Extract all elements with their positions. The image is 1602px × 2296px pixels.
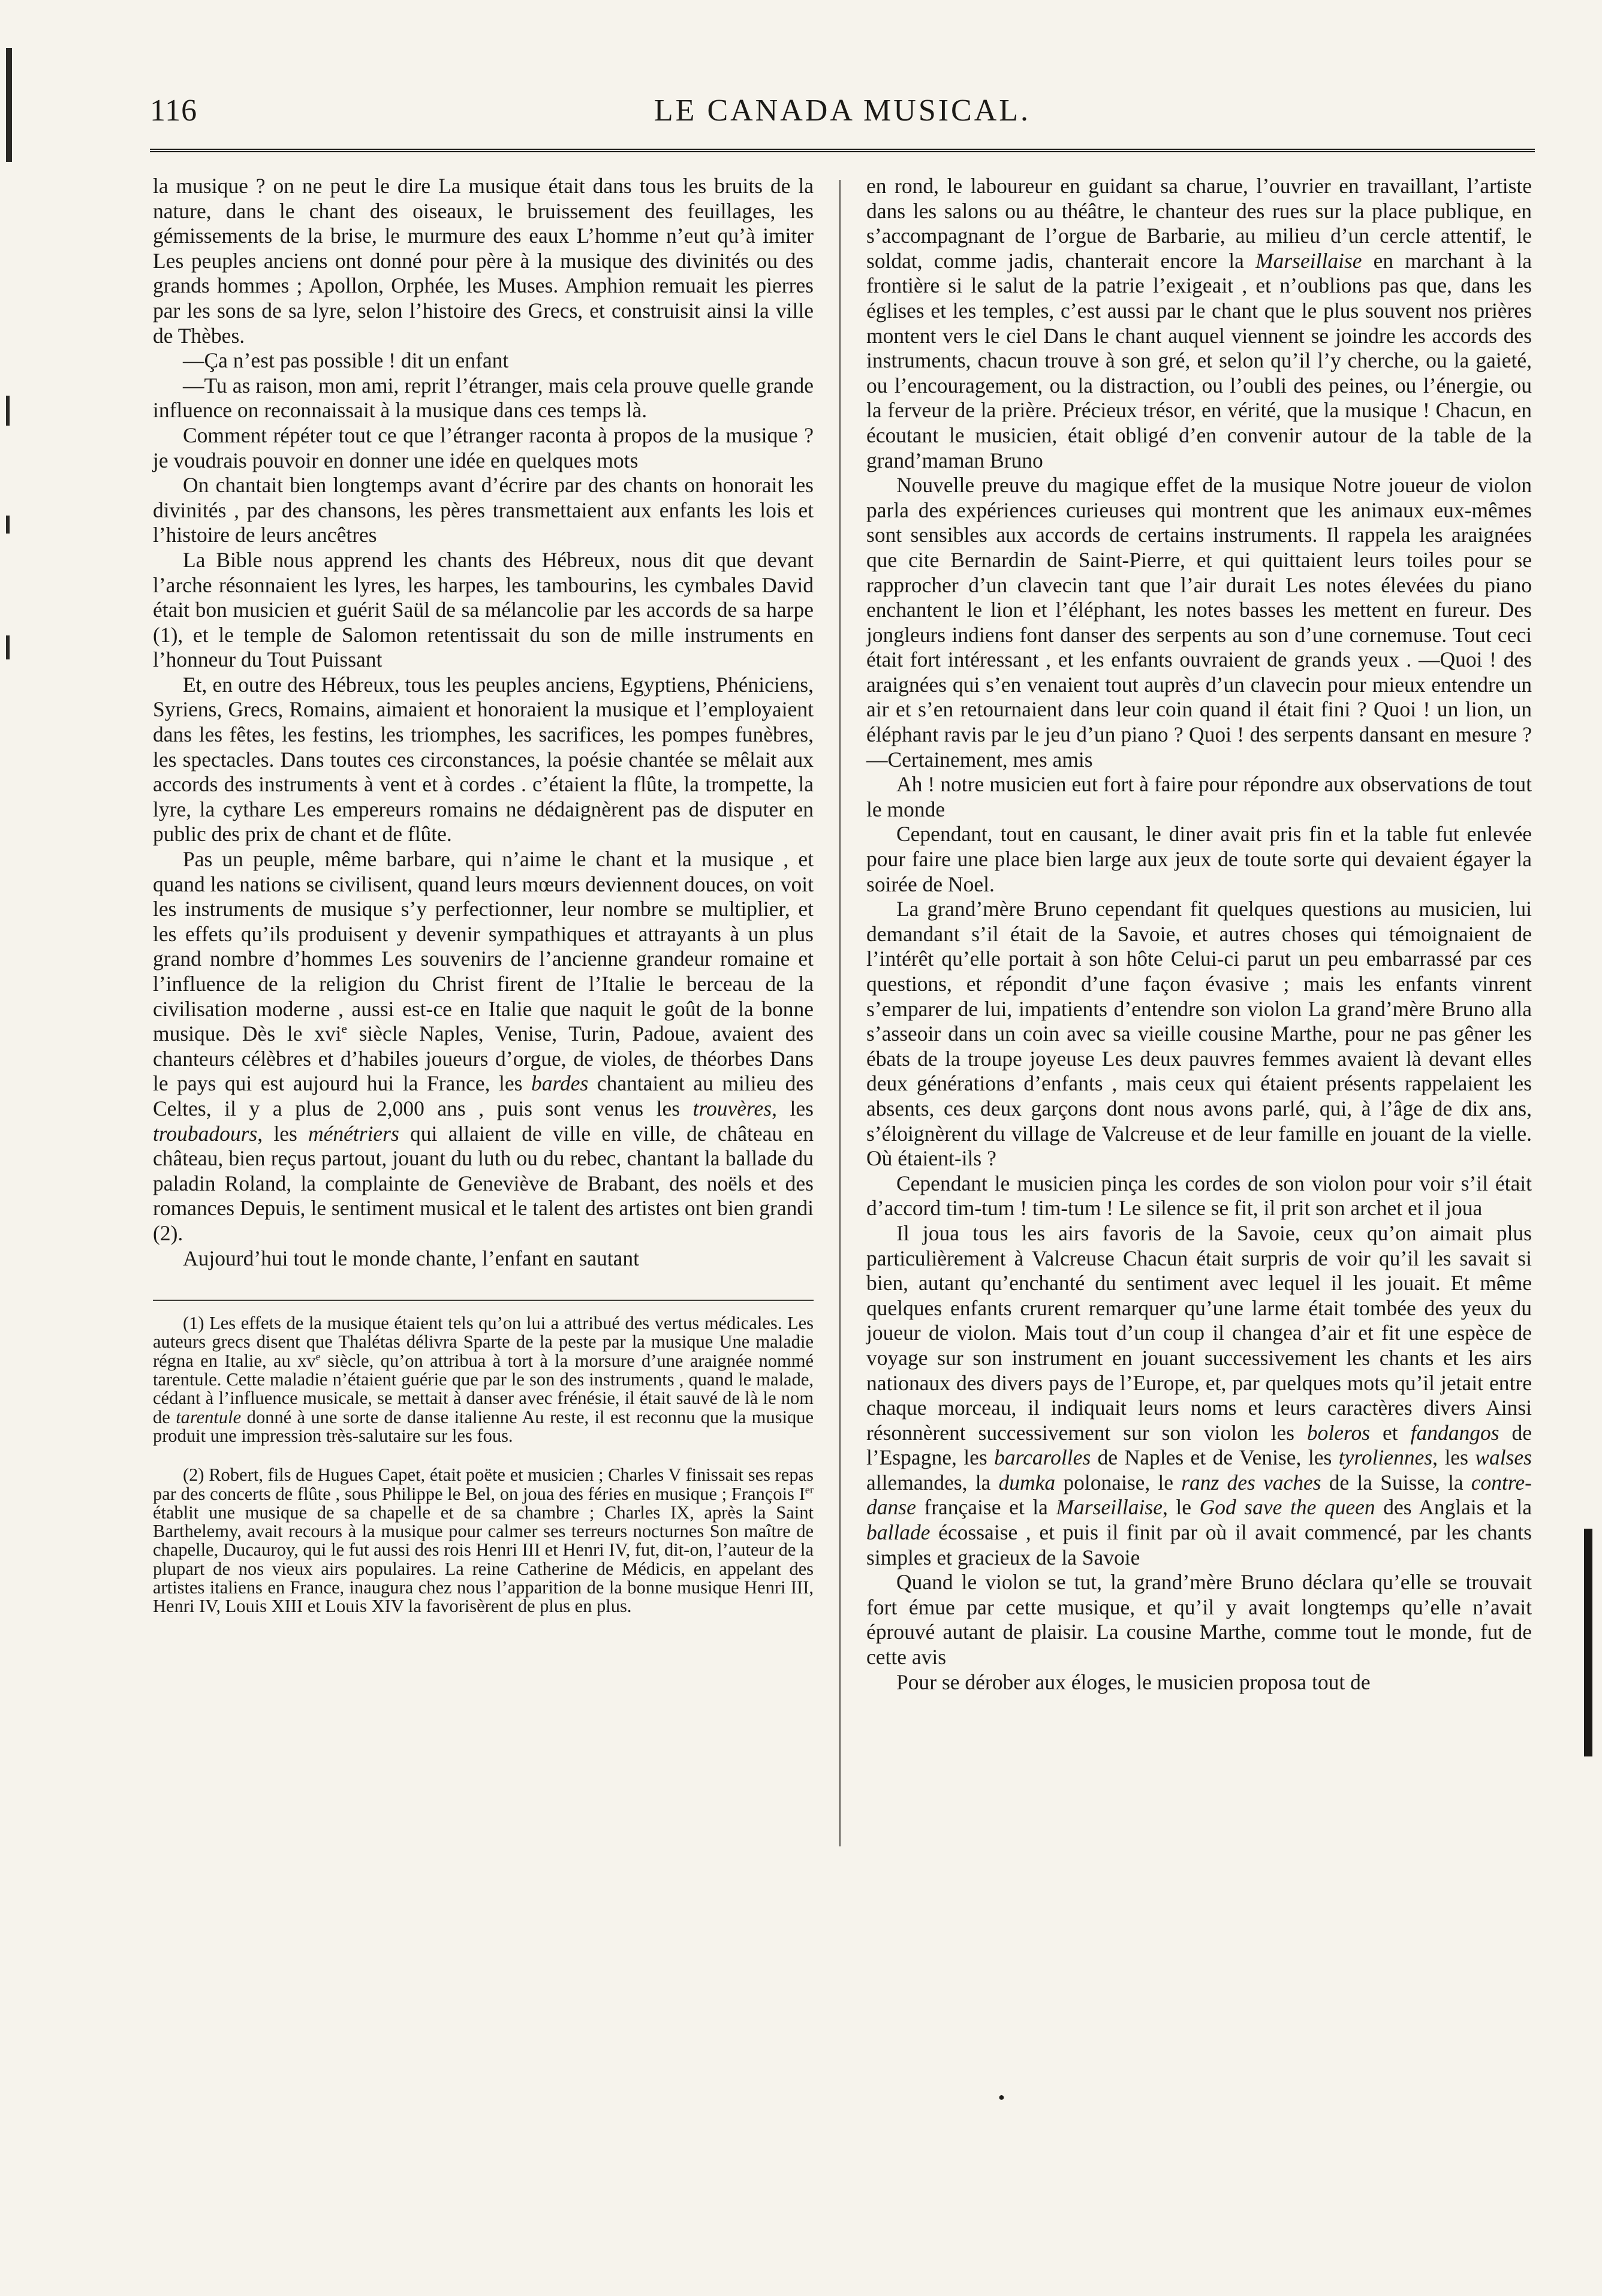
header-rule — [150, 149, 1535, 152]
paragraph: On chantait bien longtemps avant d’écrire par des chants on honorait les divinités , par des chansons, les pères transmettaient aux enfants les lois et l’histoire de leurs ancêtres — [153, 473, 814, 547]
paragraph: Comment répéter tout ce que l’étranger raconta à propos de la musique ? je voudrais pouvoir en donner une idée en quelques mots — [153, 423, 814, 472]
left-column — [153, 174, 814, 1616]
paragraph: la musique ? on ne peut le dire La musique était dans tous les bruits de la nature, dans le chant des oiseaux, le bruissement des feuillages, les gémissements de la brise, le murmure des eaux L’homme n’eut qu’à imiter Les peuples anciens ont donné pour père à la musique des divinités ou des grands hommes ; Apollon, Orphée, les Muses. Amphion remuait les pierres par les sons de sa lyre, selon l’histoire des Grecs, et construisit ainsi la ville de Thèbes. — [153, 174, 814, 348]
footnote-1: (1) Les effets de la musique étaient tels qu’on lui a attribué des vertus médicales. Les auteurs grecs disent que Thalétas délivra Sparte de la peste par la musique Une maladie régna en Italie, au $xv^e$ siècle, qu’on attribua à tort à la morsure d’une araignée nommé tarentule. Cette maladie n’étaient guérie que par le son des instruments , quand le malade, cédant à l’influence musicale, se mettait à danser avec frénésie, il était sauvé de là le nom de tarentule donné à une sorte de danse italienne Au reste, il est reconnu que la musique produit une impression très-salutaire sur les fous. — [153, 1313, 814, 1446]
journal-title: LE CANADA MUSICAL. — [654, 94, 1031, 128]
margin-mark — [6, 635, 10, 659]
paragraph: en rond, le laboureur en guidant sa charue, l’ouvrier en travaillant, l’artiste dans les salons ou au théâtre, le chanteur des rues sur la place publique, en s’accompagnant de l’orgue de Barbarie, au milieu d’un cercle attentif, le soldat, comme jadis, chanterait encore la Marseillaise en marchant à la frontière si le salut de la patrie l’exigeait , et n’oublions pas que, dans les églises et les temples, c’est aussi par le chant que le plus souvent nos prières montent vers le ciel Dans le chant auquel viennent se joindre les accords des instruments, chacun trouve à son gré, et selon qu’il l’y cherche, ou la gaieté, ou l’encouragement, ou la distraction, ou l’oubli des peines, ou l’énergie, ou la ferveur de la prière. Précieux trésor, en vérité, que la musique ! Chacun, en écoutant le musicien, était obligé d’en convenir autour de la table de la grand’maman Bruno — [866, 174, 1532, 472]
paragraph: Aujourd’hui tout le monde chante, l’enfant en sautant — [183, 1246, 640, 1270]
margin-mark — [6, 516, 10, 534]
paragraph: La grand’mère Bruno cependant fit quelques questions au musicien, lui demandant s’il était de la Savoie, et autres choses qui témoignaient de l’intérêt qu’elle portait à son hôte Celui-ci parut un peu embarrassé par ces questions, et répondit d’une façon évasive ; mais les enfants vinrent s’emparer de lui, impatients d’entendre son violon La grand’mère Bruno alla s’asseoir dans un coin avec sa vieille cousine Marthe, pour ne pas gêner les ébats de la troupe joyeuse Les deux pauvres femmes avaient là devant elles deux générations d’enfants , mais ceux qui étaient présents rappelaient les absents, ces deux garçons dont nous avons parlé, qui, à l’âge de dix ans, s’éloignèrent du village de Valcreuse et de leur famille en jouant de la vielle. Où étaient-ils ? — [866, 897, 1532, 1171]
page-number: 116 — [150, 94, 198, 128]
footnotes — [153, 1314, 814, 1616]
paragraph: Ah ! notre musicien eut fort à faire pour répondre aux observations de tout le monde — [866, 772, 1532, 821]
paragraph: La Bible nous apprend les chants des Hébreux, nous dit que devant l’arche résonnaient les lyres, les harpes, les tambourins, les cymbales David était bon musicien et guérit Saül de sa mélancolie par les accords de sa harpe (1), et le temple de Salomon retentissait du son de mille instruments en l’honneur du Tout Puissant — [153, 547, 814, 672]
paragraph: Cependant, tout en causant, le diner avait pris fin et la table fut enlevée pour faire une place bien large aux jeux de toute sorte qui devaient égayer la soirée de Noel. — [866, 822, 1532, 896]
paragraph: Il joua tous les airs favoris de la Savoie, ceux qu’on aimait plus particulièrement à Valcreuse Chacun était surpris de voir qu’il les savait si bien, autant qu’enchanté du sentiment avec lequel il les jouait. Et même quelques enfants crurent remarquer qu’une larme était tombée des yeux du joueur de violon. Mais tout d’un coup il changea d’air et fit une espèce de voyage sur son instrument en jouant successivement les chants et les airs nationaux des divers pays de l’Europe, et, par quelques mots qu’il jetait entre chaque morceau, il indiquait leurs noms et leurs caractères divers Ainsi résonnèrent successivement sur son violon les boleros et fandangos de l’Espagne, les barcarolles de Naples et de Venise, les tyroliennes, les walses allemandes, la dumka polonaise, le ranz des vaches de la Suisse, la contre-danse française et la Marseillaise, le God save the queen des Anglais et la ballade écossaise , et puis il finit par où il avait commencé, par les chants simples et gracieux de la Savoie — [866, 1221, 1532, 1569]
paragraph: Nouvelle preuve du magique effet de la musique Notre joueur de violon parla des expériences curieuses qui montrent que les animaux eux-mêmes sont sensibles aux accords de certains instruments. Il rappela les araignées que cite Bernardin de Saint-Pierre, et qui quittaient leurs toiles pour se rapprocher d’un clavecin tant que l’air durait Les notes élevées du piano enchantent le lion et l’éléphant, les notes basses les mettent en fureur. Des jongleurs indiens font danser des serpents au son d’une cornemuse. Tout ceci était fort intéressant , et les enfants ouvraient de grands yeux . —Quoi ! des araignées qui s’en venaient tout auprès d’un clavecin pour mieux entendre un air et s’en retournaient dans leur coin quand il était fini ? Quoi ! un lion, un éléphant ravis par le jeu d’un piano ? Quoi ! des serpents dansant en mesure ?—Certainement, mes amis — [866, 473, 1532, 772]
paragraph: Cependant le musicien pinça les cordes de son violon pour voir s’il était d’accord tim-tum ! tim-tum ! Le silence se fit, il prit son archet et il joua — [866, 1171, 1532, 1221]
page-header — [150, 93, 1535, 135]
paragraph: —Ça n’est pas possible ! dit un enfant — [183, 348, 509, 373]
right-column — [866, 174, 1532, 1695]
margin-mark — [6, 48, 12, 162]
footnote-2: (2) Robert, fils de Hugues Capet, était poëte et musicien ; Charles V finissait ses repas par des concerts de flûte , sous Philippe le Bel, on joua des féries en musique ; François Ier établit une musique de sa chapelle et de sa chambre ; Charles IX, après la Saint Barthelemy, avait recours à la musique pour calmer ses terreurs nocturnes Son maître de chapelle, Ducauroy, qui le fut aussi des rois Henri III et Henri IV, fut, dit-on, l’auteur de la plupart de nos vieux airs populaires. La reine Catherine de Médicis, en appelant des artistes italiens en France, inaugura chez nous l’apparition de la bonne musique Henri III, Henri IV, Louis XIII et Louis XIV la favorisèrent de plus en plus. — [153, 1465, 814, 1617]
margin-bar — [1584, 1529, 1592, 1756]
paragraph: Pour se dérober aux éloges, le musicien proposa tout de — [896, 1670, 1371, 1694]
paragraph: —Tu as raison, mon ami, reprit l’étranger, mais cela prouve quelle grande influence on reconnaissait à la musique dans ces temps là. — [153, 373, 814, 423]
footnote-rule — [153, 1300, 814, 1301]
paragraph: Pas un peuple, même barbare, qui n’aime le chant et la musique , et quand les nations se civilisent, quand leurs mœurs deviennent douces, on voit les instruments de musique s’y perfectionner, leur nombre se multiplier, et les effets qu’ils produisent y devenir sympathiques et attrayants à un plus grand nombre d’hommes Les souvenirs de l’ancienne grandeur romaine et l’influence de la religion du Christ firent de l’Italie le berceau de la civilisation moderne , aussi est-ce en Italie que naquit le goût de la bonne musique. Dès le xvi$^e$ siècle Naples, Venise, Turin, Padoue, avaient des chanteurs célèbres et d’habiles joueurs d’orgue, de violes, de théorbes Dans le pays qui est aujourd hui la France, les bardes chantaient au milieu des Celtes, il y a plus de 2,000 ans , puis sont venus les trouvères, les troubadours, les ménétriers qui allaient de ville en ville, de château en château, bien reçus partout, jouant du luth ou du rebec, chantant la ballade du paladin Roland, la complainte de Geneviève de Brabant, des noëls et des romances Depuis, le sentiment musical et le talent des artistes ont bien grandi (2). — [153, 847, 814, 1245]
column-divider — [839, 180, 841, 1846]
paragraph: Et, en outre des Hébreux, tous les peuples anciens, Egyptiens, Phéniciens, Syriens, Grecs, Romains, aimaient et honoraient la musique et l’employaient dans les fêtes, les festins, les triomphes, les sacrifices, les pompes funèbres, les spectacles. Dans toutes ces circonstances, la poésie chantée se mêlait aux accords des instruments à vent et à cordes . c’étaient la flûte, la trompette, la lyre, la cythare Les empereurs romains ne dédaignèrent pas de disputer en public des prix de chant et de flûte. — [153, 672, 814, 846]
ornament-mark: ● — [998, 2091, 1005, 2103]
paragraph: Quand le violon se tut, la grand’mère Bruno déclara qu’elle se trouvait fort émue par cette musique, et qu’il y avait longtemps qu’elle n’avait éprouvé autant de plaisir. La cousine Marthe, comme tout le monde, fut de cette avis — [866, 1570, 1532, 1670]
margin-mark — [6, 396, 10, 426]
